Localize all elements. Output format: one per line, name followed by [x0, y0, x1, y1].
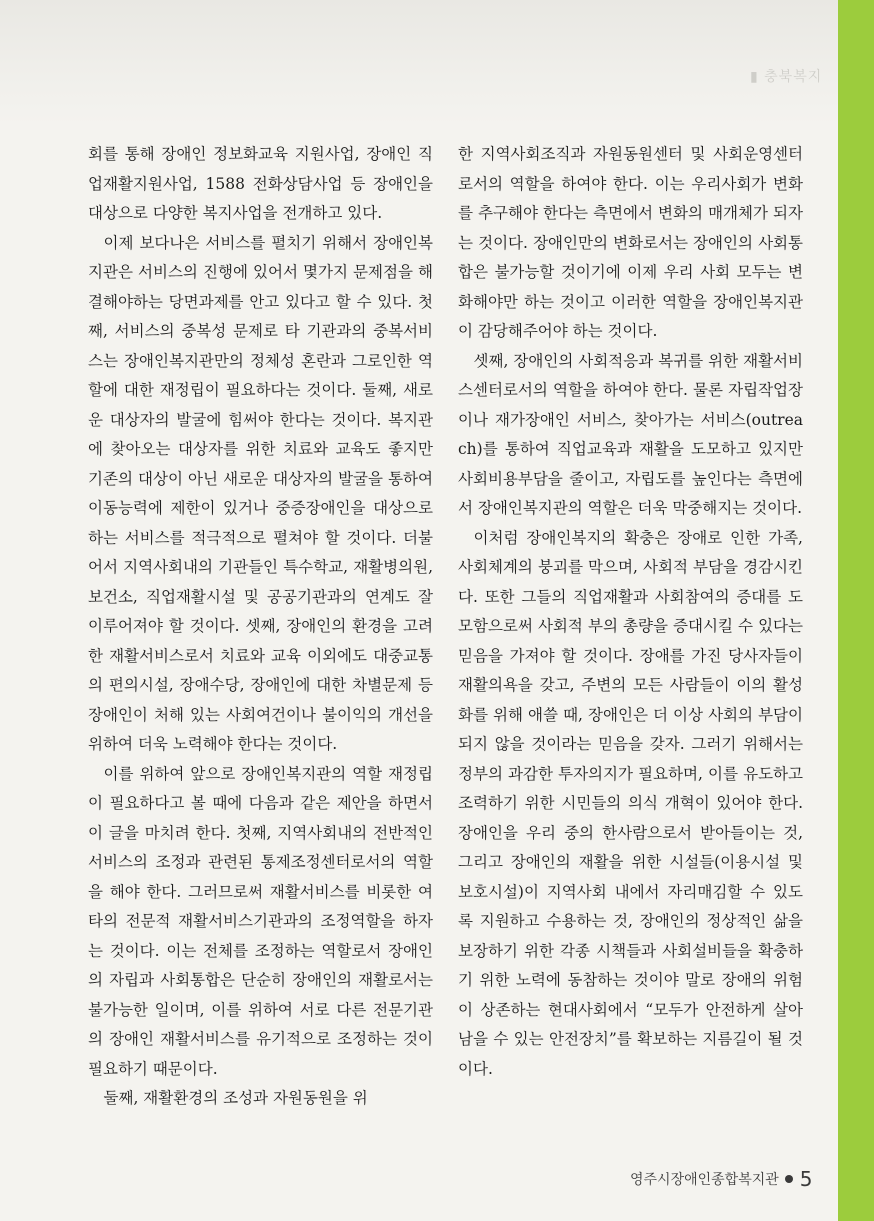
right-column	[458, 140, 803, 1084]
paragraph: 이처럼 장애인복지의 확충은 장애로 인한 가족, 사회체계의 붕괴를 막으며, 사회적 부담을 경감시킨다. 또한 그들의 직업재활과 사회참여의 증대를 도모함으로써 사회적 부의 총량을 증대시킬 수 있다는 믿음을 가져야 할 것이다. 장애를 가진 당사자들이 재활의욕을 갖고, 주변의 모든 사람들이 이의 활성화를 위해 애쓸 때, 장애인은 더 이상 사회의 부담이 되지 않을 것이라는 믿음을 갖자. 그러기 위해서는 정부의 과감한 투자의지가 필요하며, 이를 유도하고 조력하기 위한 시민들의 의식 개혁이 있어야 한다. 장애인을 우리 중의 한사람으로서 받아들이는 것, 그리고 장애인의 재활을 위한 시설들(이용시설 및 보호시설)이 지역사회 내에서 자리매김할 수 있도록 지원하고 수용하는 것, 장애인의 정상적인 삶을 보장하기 위한 각종 시책들과 사회설비들을 확충하기 위한 노력에 동참하는 것이야 말로 장애의 위험이 상존하는 현대사회에서 “모두가 안전하게 살아남을 수 있는 안전장치”를 확보하는 지름길이 될 것이다.	[458, 528, 803, 1078]
paragraph: 이제 보다나은 서비스를 펼치기 위해서 장애인복지관은 서비스의 진행에 있어서 몇가지 문제점을 해결해야하는 당면과제를 안고 있다고 할 수 있다. 첫째, 서비스의 중복성 문제로 타 기관과의 중복서비스는 장애인복지관만의 정체성 혼란과 그로인한 역할에 대한 재정립이 필요하다는 것이다. 둘째, 새로운 대상자의 발굴에 힘써야 한다는 것이다. 복지관에 찾아오는 대상자를 위한 치료와 교육도 좋지만 기존의 대상이 아닌 새로운 대상자의 발굴을 통하여 이동능력에 제한이 있거나 중증장애인을 대상으로 하는 서비스를 적극적으로 펼쳐야 할 것이다. 더불어서 지역사회내의 기관들인 특수학교, 재활병의원, 보건소, 직업재활시설 및 공공기관과의 연계도 잘 이루어져야 할 것이다. 셋째, 장애인의 환경을 고려한 재활서비스로서 치료와 교육 이외에도 대중교통의 편의시설, 장애수당, 장애인에 대한 차별문제 등 장애인이 처해 있는 사회여건이나 불이익의 개선을 위하여 더욱 노력해야 한다는 것이다.	[88, 233, 433, 753]
paragraph: 셋째, 장애인의 사회적응과 복귀를 위한 재활서비스센터로서의 역할을 하여야 한다. 물론 자립작업장이나 재가장애인 서비스, 찾아가는 서비스(outreach)를 통하여 직업교육과 재활을 도모하고 있지만 사회비용부담을 줄이고, 자립도를 높인다는 측면에서 장애인복지관의 역할은 더욱 막중해지는 것이다.	[458, 351, 803, 517]
left-column	[88, 140, 433, 1114]
paragraph: 이를 위하여 앞으로 장애인복지관의 역할 재정립이 필요하다고 볼 때에 다음과 같은 제안을 하면서 이 글을 마치려 한다. 첫째, 지역사회내의 전반적인 서비스의 조정과 관련된 통제조정센터로서의 역할을 해야 한다. 그러므로써 재활서비스를 비롯한 여타의 전문적 재활서비스기관과의 조정역할을 하자는 것이다. 이는 전체를 조정하는 역할로서 장애인의 자립과 사회통합은 단순히 장애인의 재활로서는 불가능한 일이며, 이를 위하여 서로 다른 전문기관의 장애인 재활서비스를 유기적으로 조정하는 것이 필요하기 때문이다.	[88, 764, 433, 1078]
bullet-icon	[785, 1175, 793, 1183]
paragraph: 회를 통해 장애인 정보화교육 지원사업, 장애인 직업재활지원사업, 1588 전화상담사업 등 장애인을 대상으로 다양한 복지사업을 전개하고 있다.	[88, 145, 433, 222]
page-number: 5	[799, 1167, 813, 1191]
header-band	[0, 0, 838, 125]
paragraph: 한 지역사회조직과 자원동원센터 및 사회운영센터로서의 역할을 하여야 한다. 이는 우리사회가 변화를 추구해야 한다는 측면에서 변화의 매개체가 되자는 것이다. 장애인만의 변화로서는 장애인의 사회통합은 불가능할 것이기에 이제 우리 사회 모두는 변화해야만 하는 것이고 이러한 역할을 장애인복지관이 감당해주어야 하는 것이다.	[458, 145, 803, 340]
publisher-name: 영주시장애인종합복지관	[630, 1172, 779, 1188]
page-edge-accent	[838, 0, 874, 1221]
header-ghost-text: ▮ 충북복지	[750, 69, 823, 85]
page-footer	[630, 1167, 830, 1191]
paragraph: 둘째, 재활환경의 조성과 자원동원을 위	[103, 1089, 368, 1107]
